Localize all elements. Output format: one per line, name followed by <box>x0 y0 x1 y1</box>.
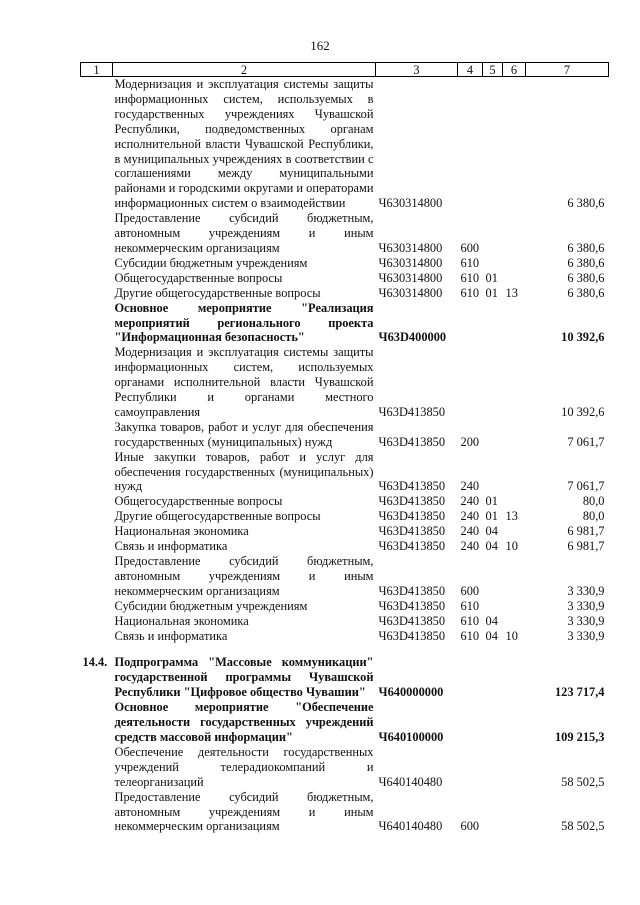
row-section <box>483 420 503 450</box>
row-expense-type: 240 <box>460 479 480 494</box>
row-target-code: Ч640000000 <box>378 685 444 700</box>
table-row <box>81 211 609 256</box>
table-row <box>81 655 609 700</box>
row-number <box>81 494 113 509</box>
row-name: Закупка товаров, работ и услуг для обеспечения государственных (муниципальных) нужд <box>114 419 374 449</box>
row-section <box>483 655 503 700</box>
row-section <box>483 211 503 256</box>
row-amount: 6 981,7 <box>567 524 605 539</box>
row-name: Модернизация и эксплуатация системы защиты информационных систем, используемых органами исполнительной власти Чувашской Республики и органами местного самоуправления <box>114 345 374 419</box>
row-name: Обеспечение деятельности государственных учреждений телерадиокомпаний и телеорганизаций <box>114 744 374 789</box>
row-target-code: Ч63D413850 <box>378 509 446 524</box>
row-target-code: Ч63D413850 <box>378 494 446 509</box>
row-section <box>483 301 503 346</box>
row-target-code: Ч63D413850 <box>378 628 446 643</box>
row-target-code: Ч63D413850 <box>378 479 446 494</box>
row-number <box>81 256 113 271</box>
row-amount: 7 061,7 <box>567 434 605 449</box>
row-section: 01 <box>485 509 498 524</box>
row-subsection <box>503 599 526 614</box>
row-expense-type: 200 <box>460 434 480 449</box>
row-target-code: Ч63D413850 <box>378 583 446 598</box>
table-row <box>81 524 609 539</box>
row-name: Субсидии бюджетным учреждениям <box>114 598 308 613</box>
row-number <box>81 700 113 745</box>
table-row <box>81 494 609 509</box>
row-target-code: Ч640140480 <box>378 774 443 789</box>
row-target-code: Ч640100000 <box>378 729 444 744</box>
row-amount: 3 330,9 <box>567 613 605 628</box>
row-section <box>483 745 503 790</box>
row-amount: 6 981,7 <box>567 539 605 554</box>
row-subsection <box>503 301 526 346</box>
row-section <box>483 77 503 212</box>
row-target-code: Ч63D413850 <box>378 613 446 628</box>
row-number: 14.4. <box>82 655 108 670</box>
row-section <box>483 256 503 271</box>
row-target-code: Ч630314800 <box>378 196 443 211</box>
row-expense-type: 240 <box>460 509 480 524</box>
row-number <box>81 509 113 524</box>
row-target-code: Ч630314800 <box>378 285 443 300</box>
row-expense-type <box>458 745 483 790</box>
row-target-code: Ч63D413850 <box>378 598 446 613</box>
row-section: 04 <box>485 628 498 643</box>
row-section <box>483 554 503 599</box>
table-row <box>81 420 609 450</box>
row-section <box>483 599 503 614</box>
row-amount: 3 330,9 <box>567 583 605 598</box>
table-row <box>81 554 609 599</box>
table-row <box>81 745 609 790</box>
header-col-5: 5 <box>483 63 503 77</box>
row-expense-type: 240 <box>460 539 480 554</box>
row-number <box>81 345 113 420</box>
row-number <box>81 77 113 212</box>
row-subsection <box>503 271 526 286</box>
table-row <box>81 629 609 644</box>
row-expense-type: 600 <box>460 240 480 255</box>
row-section: 04 <box>485 539 498 554</box>
row-number <box>81 211 113 256</box>
row-number <box>81 420 113 450</box>
row-number <box>81 790 113 835</box>
row-name: Другие общегосударственные вопросы <box>114 509 321 524</box>
row-name: Модернизация и эксплуатация системы защиты информационных систем, используемых в государственных учреждениях Чувашской Республики, подведомственных органам исполнительной власти Чувашской Республики, в муниципальных учреждениях в соответствии с соглашениями между муниципальными районами и городскими округами и операторами информационных систем о взаимодействии <box>114 77 374 211</box>
row-section <box>483 345 503 420</box>
header-col-4: 4 <box>458 63 483 77</box>
row-expense-type <box>458 345 483 420</box>
row-subsection <box>503 450 526 495</box>
page-number: 162 <box>310 38 330 53</box>
table-row <box>81 77 609 212</box>
row-name: Связь и информатика <box>114 628 228 643</box>
row-subsection <box>503 345 526 420</box>
row-subsection <box>503 790 526 835</box>
row-subsection <box>503 554 526 599</box>
header-col-6: 6 <box>503 63 526 77</box>
row-expense-type <box>458 77 483 212</box>
row-amount: 80,0 <box>582 509 605 524</box>
row-subsection: 10 <box>505 628 518 643</box>
row-target-code: Ч63D400000 <box>378 330 447 345</box>
row-subsection <box>503 211 526 256</box>
table-row <box>81 450 609 495</box>
row-expense-type: 610 <box>460 613 480 628</box>
row-target-code: Ч630314800 <box>378 240 443 255</box>
row-subsection <box>503 745 526 790</box>
row-name: Основное мероприятие "Реализация мероприятий регионального проекта "Информационная безопасность" <box>114 300 374 345</box>
row-target-code: Ч63D413850 <box>378 539 446 554</box>
row-name: Другие общегосударственные вопросы <box>114 285 321 300</box>
table-row <box>81 345 609 420</box>
row-target-code: Ч630314800 <box>378 255 443 270</box>
row-amount: 10 392,6 <box>561 330 605 345</box>
row-section: 01 <box>485 285 498 300</box>
row-target-code: Ч63D413850 <box>378 434 446 449</box>
row-target-code: Ч63D413850 <box>378 524 446 539</box>
table-row <box>81 256 609 271</box>
row-name: Предоставление субсидий бюджетным, автономным учреждениям и иным некоммерческим организациям <box>114 789 374 834</box>
row-name: Подпрограмма "Массовые коммуникации" государственной программы Чувашской Республики "Цифровое общество Чувашии" <box>114 655 374 700</box>
row-expense-type: 240 <box>460 494 480 509</box>
row-amount: 7 061,7 <box>567 479 605 494</box>
row-number <box>81 554 113 599</box>
row-amount: 6 380,6 <box>567 240 605 255</box>
row-amount: 58 502,5 <box>561 774 605 789</box>
table-row <box>81 790 609 835</box>
row-number <box>81 614 113 629</box>
row-number <box>81 286 113 301</box>
row-amount: 6 380,6 <box>567 196 605 211</box>
header-col-2: 2 <box>113 63 376 77</box>
table-row <box>81 286 609 301</box>
row-number <box>81 301 113 346</box>
row-name: Предоставление субсидий бюджетным, автономным учреждениям и иным некоммерческим организациям <box>114 211 374 255</box>
row-expense-type: 610 <box>460 598 480 613</box>
table-row <box>81 509 609 524</box>
row-subsection <box>503 700 526 745</box>
row-expense-type <box>458 655 483 700</box>
row-target-code: Ч640140480 <box>378 819 443 834</box>
row-amount: 123 717,4 <box>554 685 605 700</box>
row-amount: 58 502,5 <box>561 819 605 834</box>
row-amount: 3 330,9 <box>567 598 605 613</box>
row-subsection <box>503 420 526 450</box>
row-number <box>81 599 113 614</box>
row-amount: 6 380,6 <box>567 285 605 300</box>
row-number <box>81 629 113 644</box>
row-name: Общегосударственные вопросы <box>114 494 283 509</box>
row-subsection: 13 <box>505 509 518 524</box>
row-name: Связь и информатика <box>114 539 228 554</box>
header-col-1: 1 <box>81 63 113 77</box>
row-subsection <box>503 614 526 629</box>
row-expense-type: 600 <box>460 583 480 598</box>
row-number <box>81 271 113 286</box>
row-expense-type: 610 <box>460 255 480 270</box>
row-section: 01 <box>485 270 498 285</box>
table-header <box>81 63 609 77</box>
row-amount: 6 380,6 <box>567 270 605 285</box>
row-expense-type: 240 <box>460 524 480 539</box>
row-section: 04 <box>485 524 498 539</box>
row-number <box>81 450 113 495</box>
table-row <box>81 614 609 629</box>
row-name: Основное мероприятие "Обеспечение деятельности государственных учреждений средств массовой информации" <box>114 700 374 744</box>
row-section: 04 <box>485 613 498 628</box>
row-amount: 6 380,6 <box>567 255 605 270</box>
table-row <box>81 301 609 346</box>
row-amount: 10 392,6 <box>561 404 605 419</box>
row-amount: 3 330,9 <box>567 628 605 643</box>
row-name: Иные закупки товаров, работ и услуг для обеспечения государственных (муниципальных) нужд <box>114 449 374 494</box>
row-number <box>81 539 113 554</box>
row-subsection <box>503 524 526 539</box>
row-spacer <box>81 643 609 655</box>
row-amount: 109 215,3 <box>554 729 605 744</box>
row-subsection <box>503 655 526 700</box>
row-subsection <box>503 256 526 271</box>
row-section <box>483 450 503 495</box>
row-target-code: Ч63D413850 <box>378 404 446 419</box>
row-name: Национальная экономика <box>114 524 249 539</box>
table-row <box>81 599 609 614</box>
table-row <box>81 539 609 554</box>
row-expense-type: 610 <box>460 285 480 300</box>
row-subsection <box>503 77 526 212</box>
table-body <box>81 77 609 835</box>
row-section: 01 <box>485 494 498 509</box>
row-subsection: 10 <box>505 539 518 554</box>
row-spacer-cell <box>81 643 609 655</box>
row-expense-type: 600 <box>460 819 480 834</box>
row-expense-type <box>458 301 483 346</box>
row-name: Общегосударственные вопросы <box>114 270 283 285</box>
row-amount: 80,0 <box>582 494 605 509</box>
row-target-code: Ч630314800 <box>378 270 443 285</box>
row-number <box>81 745 113 790</box>
budget-table <box>80 62 609 834</box>
row-number <box>81 524 113 539</box>
table-row <box>81 700 609 745</box>
header-col-3: 3 <box>376 63 458 77</box>
row-expense-type <box>458 700 483 745</box>
row-subsection <box>503 494 526 509</box>
row-section <box>483 700 503 745</box>
row-name: Субсидии бюджетным учреждениям <box>114 255 308 270</box>
row-name: Национальная экономика <box>114 613 249 628</box>
row-expense-type: 610 <box>460 628 480 643</box>
row-subsection: 13 <box>505 285 518 300</box>
row-expense-type: 610 <box>460 270 480 285</box>
table-row <box>81 271 609 286</box>
row-section <box>483 790 503 835</box>
row-name: Предоставление субсидий бюджетным, автономным учреждениям и иным некоммерческим организациям <box>114 554 374 598</box>
header-col-7: 7 <box>526 63 609 77</box>
